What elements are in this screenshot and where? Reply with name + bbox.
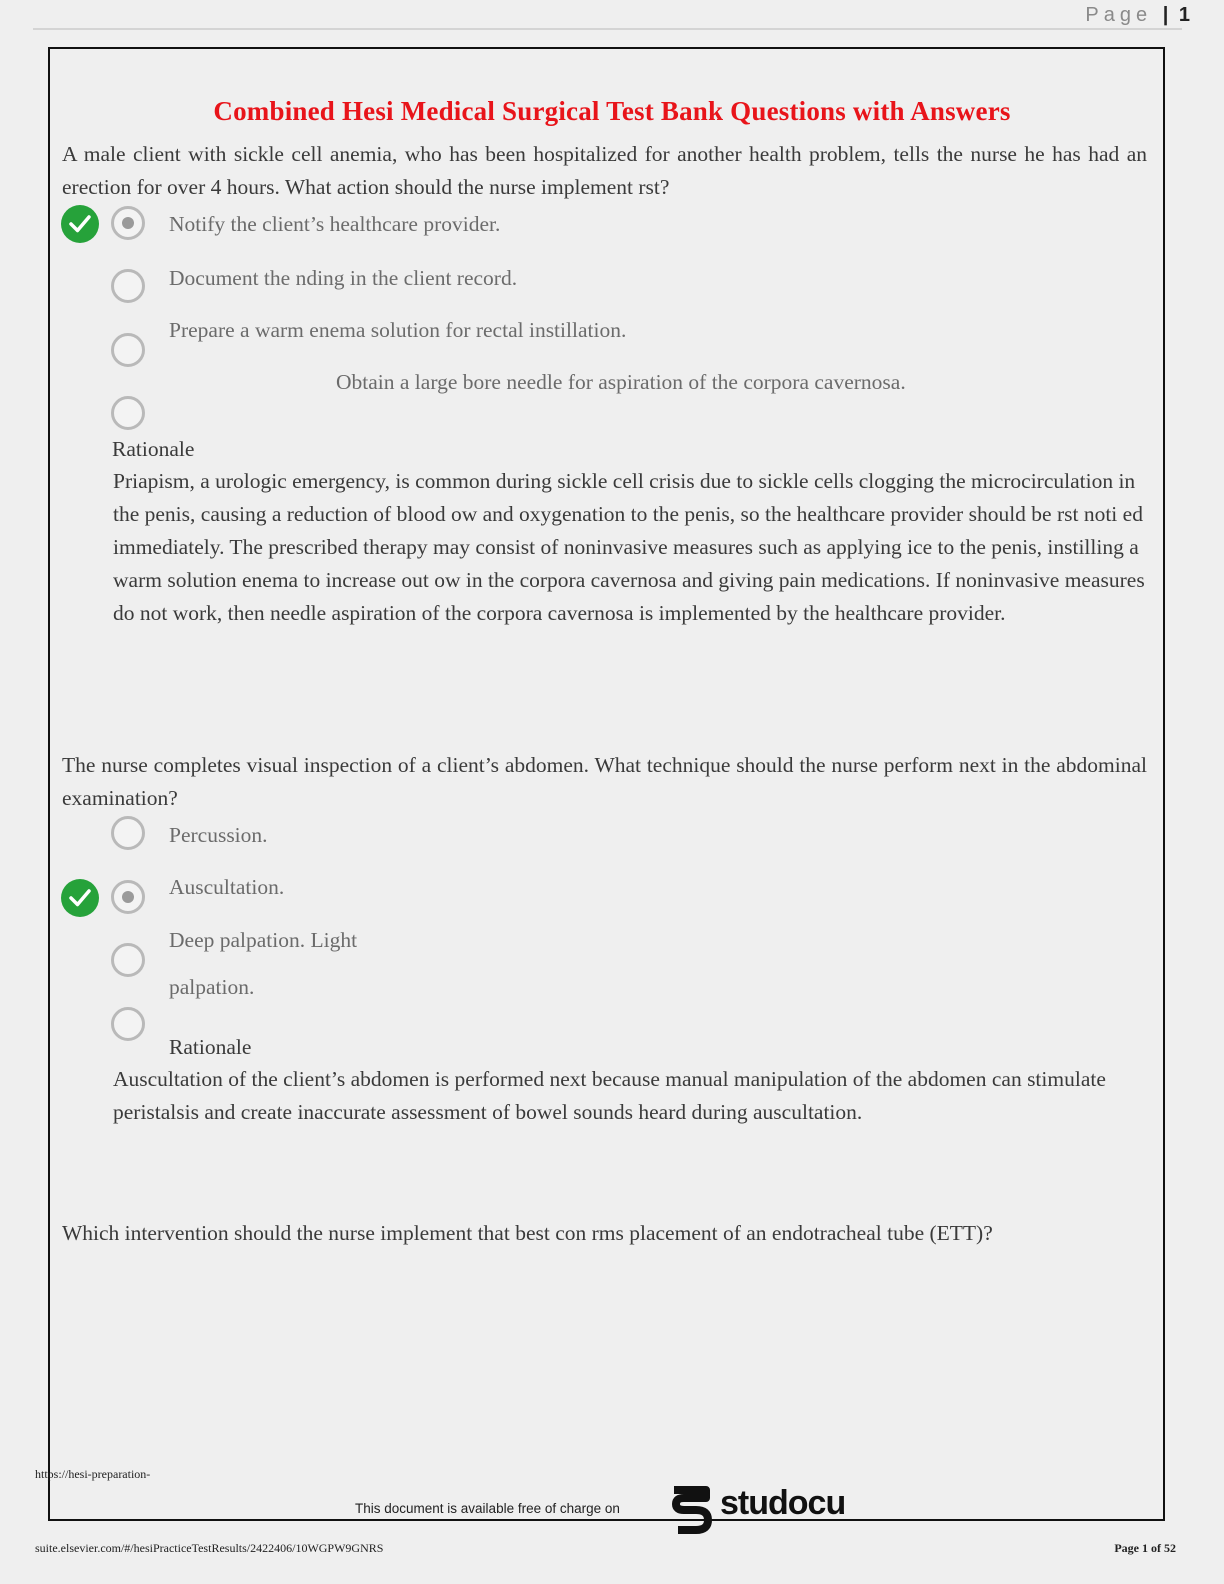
q2-option-4-label: palpation. [169,975,255,999]
q2-option-3-label: Deep palpation. Light [169,928,358,952]
studocu-brand: studocu [720,1484,846,1522]
footer-url-line-2[interactable]: suite.elsevier.com/#/hesiPracticeTestResults/2422406/10WGPW9GNRS [35,1541,384,1555]
page-header [1085,4,1190,27]
correct-check-icon [61,205,99,243]
q1-rationale-heading: Rationale [112,437,195,461]
correct-check-icon [61,879,99,917]
question-3-text: Which intervention should the nurse implement that best con rms placement of an endotracheal tube (ETT)? [62,1221,993,1245]
q2-option-3-radio[interactable] [111,943,145,977]
q1-option-4-label: Obtain a large bore needle for aspiration of the corpora cavernosa. [336,370,906,394]
q2-option-1-label: Percussion. [169,823,268,847]
q2-option-1-radio[interactable] [111,816,145,850]
header-divider [33,28,1182,30]
q2-option-2-label: Auscultation. [169,875,285,899]
q2-rationale-heading: Rationale [169,1035,252,1059]
question-1-text: A male client with sickle cell anemia, who has been hospitalized for another health problem, tells the nurse he has had an erection for over 4 hours. What action should the nurse implement rst? [62,142,1147,199]
q2-option-2-radio[interactable] [111,880,145,914]
q2-rationale-text: Auscultation of the client’s abdomen is performed next because manual manipulation of the abdomen can stimulate peristalsis and create inaccurate assessment of bowel sounds heard during auscultation. [113,1067,1106,1124]
q1-option-2-radio[interactable] [111,269,145,303]
document-title: Combined Hesi Medical Surgical Test Bank Questions with Answers [213,96,1011,126]
page-label: Page [1085,4,1153,26]
footer-url-line-1[interactable]: https://hesi-preparation- [35,1467,151,1481]
q1-option-4-radio[interactable] [111,396,145,430]
q1-option-3-radio[interactable] [111,333,145,367]
page-number: 1 [1178,4,1190,26]
q1-option-1-label: Notify the client’s healthcare provider. [169,212,501,236]
q1-option-1-radio[interactable] [111,206,145,240]
q2-option-4-radio[interactable] [111,1007,145,1041]
page-count: Page 1 of 52 [1114,1541,1176,1555]
q1-rationale-text: Priapism, a urologic emergency, is common during sickle cell crisis due to sickle cells clogging the microcirculation in the penis, causing a reduction of blood ow and oxygenation to the penis, so the healthcare provider should be rst noti ed immediately. The prescribed therapy may consist of noninvasive measures such as applying ice to the penis, instilling a warm solution enema to increase out ow in the corpora cavernosa and giving pain medications. If noninvasive measures do not work, then needle aspiration of the corpora cavernosa is implemented by the healthcare provider. [113,469,1145,625]
q1-option-2-label: Document the nding in the client record. [169,266,518,290]
page-separator: | [1162,4,1169,26]
studocu-logo-icon [666,1486,716,1539]
q1-option-3-label: Prepare a warm enema solution for rectal instillation. [169,318,627,342]
question-2-text: The nurse completes visual inspection of a client’s abdomen. What technique should the nurse perform next in the abdominal examination? [62,753,1147,810]
available-free-text: This document is available free of charge on [355,1501,620,1516]
